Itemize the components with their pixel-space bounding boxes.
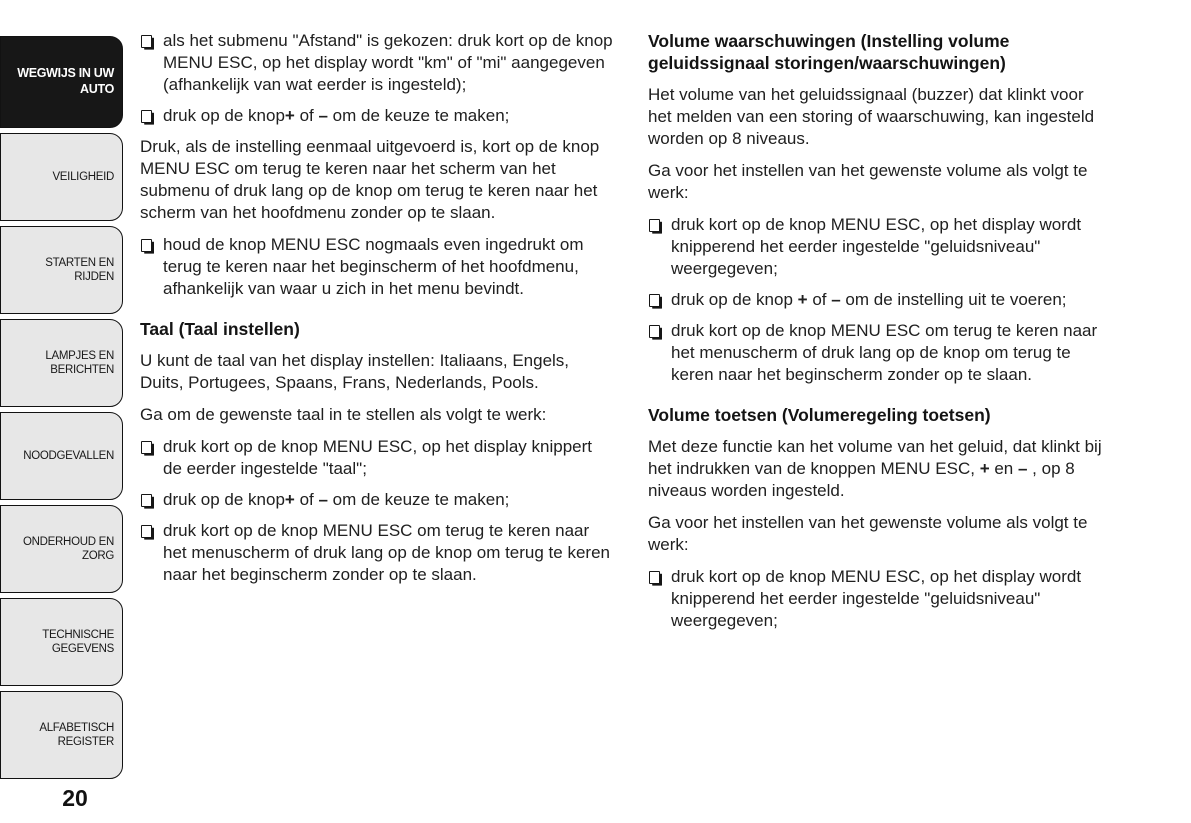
sidebar-tab-wegwijs-in-uw-auto[interactable]: [0, 36, 123, 128]
bullet-item: [140, 234, 613, 300]
bullet-text: druk op de knop+ of – om de keuze te maken;: [163, 490, 510, 509]
bullet-text: houd de knop MENU ESC nogmaals even ingedrukt om terug te keren naar het beginscherm of het hoofdmenu, afhankelijk van waar u zich in het menu bevindt.: [163, 235, 584, 298]
checkbox-bullet-icon: [649, 325, 660, 338]
sidebar-tab-technische-gegevens[interactable]: [0, 598, 123, 686]
page-number: 20: [62, 785, 88, 811]
checkbox-bullet-icon: [141, 441, 152, 454]
paragraph: Het volume van het geluidssignaal (buzzer) dat klinkt voor het melden van een storing of waarschuwing, kan ingesteld worden op 8 niveaus.: [648, 85, 1095, 148]
bullet-item: [648, 289, 1108, 311]
bullet-text: druk kort op de knop MENU ESC om terug te keren naar het menuscherm of druk lang op de knop om terug te keren naar het beginscherm zonder op te slaan.: [163, 521, 610, 584]
bullet-item: [140, 520, 613, 586]
text-column-right: [648, 30, 1108, 641]
section-heading: Taal (Taal instellen): [140, 319, 300, 339]
bullet-text: druk op de knop+ of – om de keuze te maken;: [163, 106, 510, 125]
bullet-text: druk kort op de knop MENU ESC, op het display wordt knipperend het eerder ingestelde "geluidsniveau" weergegeven;: [671, 215, 1082, 278]
text-column-left: [140, 30, 613, 595]
paragraph: Ga voor het instellen van het gewenste volume als volgt te werk:: [648, 161, 1088, 202]
bullet-text: druk op de knop + of – om de instelling uit te voeren;: [671, 290, 1067, 309]
checkbox-bullet-icon: [649, 294, 660, 307]
bullet-item: [648, 320, 1108, 386]
sidebar-tab-veiligheid[interactable]: [0, 133, 123, 221]
sidebar-tab-alfabetisch-register[interactable]: [0, 691, 123, 779]
bullet-text: druk kort op de knop MENU ESC, op het display wordt knipperend het eerder ingestelde "geluidsniveau" weergegeven;: [671, 567, 1082, 630]
bullet-text: als het submenu "Afstand" is gekozen: druk kort op de knop MENU ESC, op het display wordt "km" of "mi" aangegeven (afhankelijk van wat eerder is ingesteld);: [163, 31, 613, 94]
section-tabs-sidebar: [0, 36, 123, 779]
bullet-text: druk kort op de knop MENU ESC, op het display knippert de eerder ingestelde "taal";: [163, 437, 592, 478]
bullet-text: druk kort op de knop MENU ESC om terug te keren naar het menuscherm of druk lang op de knop om terug te keren naar het beginscherm zonder op te slaan.: [671, 321, 1098, 384]
sidebar-tab-starten-en-rijden[interactable]: [0, 226, 123, 314]
tab-label: WEGWIJS IN UW AUTO: [17, 66, 114, 96]
checkbox-bullet-icon: [141, 525, 152, 538]
tab-label: NOODGEVALLEN: [23, 449, 114, 462]
tab-label: ONDERHOUD EN ZORG: [23, 535, 114, 562]
section-heading: Volume toetsen (Volumeregeling toetsen): [648, 405, 991, 425]
tab-label: LAMPJES EN BERICHTEN: [45, 349, 114, 376]
bullet-item: [140, 105, 613, 127]
checkbox-bullet-icon: [141, 494, 152, 507]
tab-label: STARTEN EN RIJDEN: [45, 256, 114, 283]
tab-label: ALFABETISCH REGISTER: [39, 721, 114, 748]
bullet-item: [140, 489, 613, 511]
tab-label: TECHNISCHE GEGEVENS: [42, 628, 114, 655]
paragraph: U kunt de taal van het display instellen: Italiaans, Engels, Duits, Portugees, Spaans, Frans, Nederlands, Pools.: [140, 351, 570, 392]
checkbox-bullet-icon: [141, 35, 152, 48]
section-heading: Volume waarschuwingen (Instelling volume geluidssignaal storingen/waarschuwingen): [648, 31, 1010, 73]
sidebar-tab-noodgevallen[interactable]: [0, 412, 123, 500]
paragraph: Druk, als de instelling eenmaal uitgevoerd is, kort op de knop MENU ESC om terug te keren naar het scherm van het submenu of druk lang op de knop om terug te keren naar het scherm van het hoofdmenu zonder op te slaan.: [140, 137, 600, 222]
sidebar-tab-onderhoud-en-zorg[interactable]: [0, 505, 123, 593]
checkbox-bullet-icon: [141, 239, 152, 252]
bullet-item: [140, 30, 613, 96]
paragraph: Ga voor het instellen van het gewenste volume als volgt te werk:: [648, 513, 1088, 554]
paragraph: Ga om de gewenste taal in te stellen als volgt te werk:: [140, 405, 547, 424]
sidebar-tab-lampjes-en-berichten[interactable]: [0, 319, 123, 407]
checkbox-bullet-icon: [649, 571, 660, 584]
bullet-item: [140, 436, 613, 480]
bullet-item: [648, 566, 1108, 632]
checkbox-bullet-icon: [649, 219, 660, 232]
checkbox-bullet-icon: [141, 110, 152, 123]
bullet-item: [648, 214, 1108, 280]
tab-label: VEILIGHEID: [52, 170, 114, 183]
paragraph: Met deze functie kan het volume van het geluid, dat klinkt bij het indrukken van de knoppen MENU ESC, + en – , op 8 niveaus worden ingesteld.: [648, 437, 1102, 500]
